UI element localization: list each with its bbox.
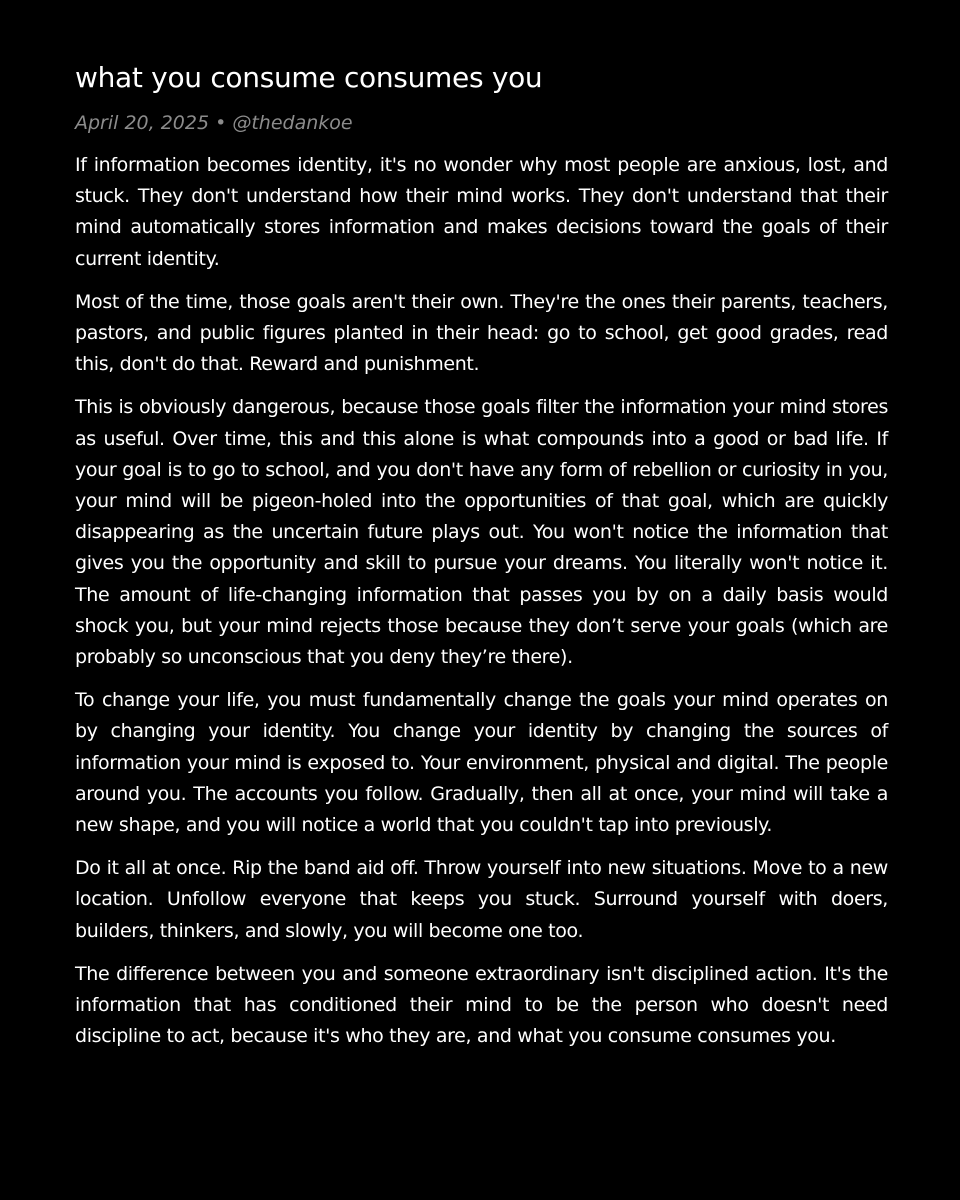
paragraph-4: To change your life, you must fundamentally change the goals your mind operates on by changing your identity. You change your identity by changing the sources of information your mind is exposed to. Your environment, physical and digital. The people around you. The accounts you follow. Gradually, then all at once, your mind will take a new shape, and you will notice a world that you couldn't tap into previously.	[75, 689, 888, 837]
article-body	[75, 150, 888, 1052]
article	[75, 56, 888, 1064]
paragraph-6: The difference between you and someone extraordinary isn't disciplined action. It's the information that has conditioned their mind to be the person who doesn't need discipline to act, because it's who they are, and what you consume consumes you.	[75, 962, 888, 1048]
paragraph-5: Do it all at once. Rip the band aid off. Throw yourself into new situations. Move to a new location. Unfollow everyone that keeps you stuck. Surround yourself with doers, builders, thinkers, and slowly, you will become one too.	[75, 857, 888, 942]
paragraph-3: This is obviously dangerous, because those goals filter the information your mind stores as useful. Over time, this and this alone is what compounds into a good or bad life. If your goal is to go to school, and you don't have any form of rebellion or curiosity in you, your mind will be pigeon-holed into the opportunities of that goal, which are quickly disappearing as the uncertain future plays out. You won't notice the information that gives you the opportunity and skill to pursue your dreams. You literally won't notice it. The amount of life-changing information that passes you by on a daily basis would shock you, but your mind rejects those because they don’t serve your goals (which are probably so unconscious that you deny they’re there).	[75, 396, 888, 669]
paragraph-2: Most of the time, those goals aren't their own. They're the ones their parents, teachers, pastors, and public figures planted in their head: go to school, get good grades, read this, don't do that. Reward and punishment.	[75, 290, 888, 376]
article-title: what you consume consumes you	[75, 61, 543, 94]
paragraph-1: If information becomes identity, it's no wonder why most people are anxious, lost, and stuck. They don't understand how their mind works. They don't understand that their mind automatically stores information and makes decisions toward the goals of their current identity.	[75, 154, 888, 270]
article-meta: April 20, 2025 • @thedankoe	[75, 112, 353, 134]
